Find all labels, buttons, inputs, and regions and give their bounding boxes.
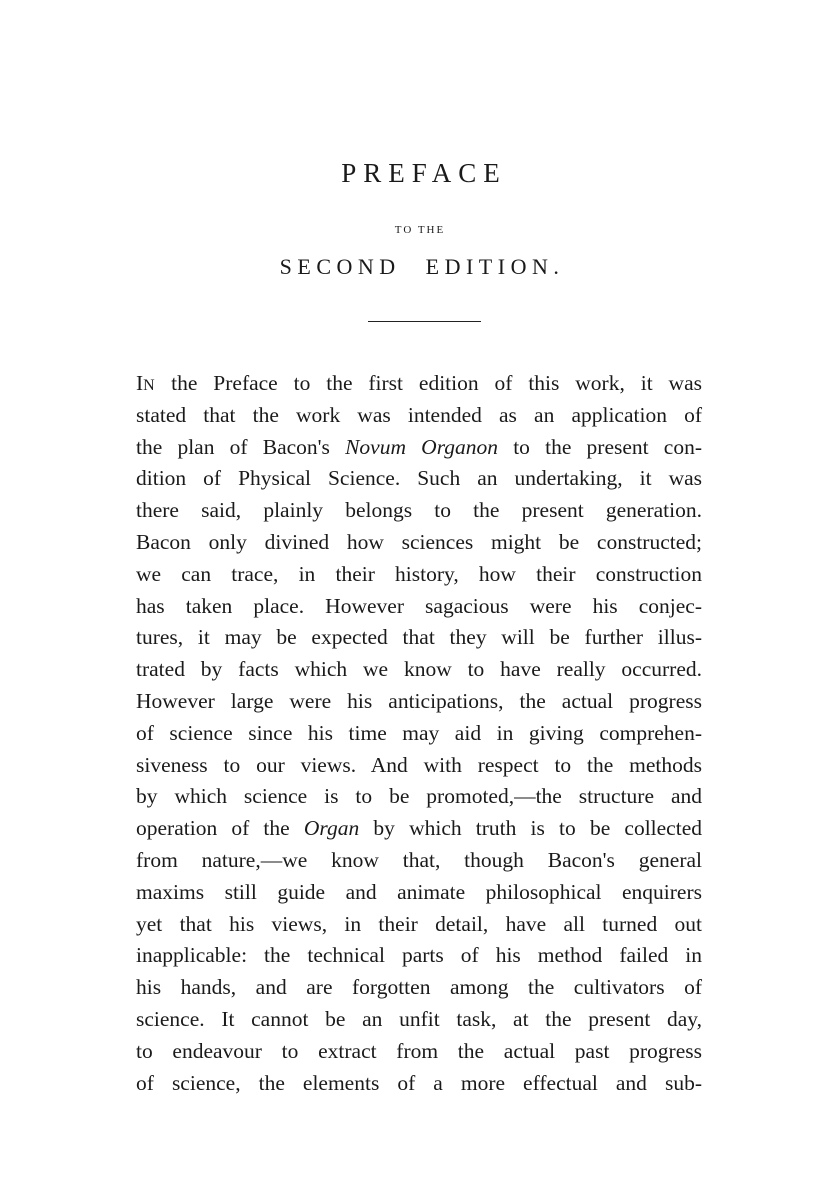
text-line: has taken place. However sagacious were his conjec- <box>136 593 702 618</box>
text-line: from nature,—we know that, though Bacon's general <box>136 847 702 872</box>
text-line: trated by facts which we know to have really occurred. <box>136 657 702 682</box>
text-line: there said, plainly belongs to the present generation. <box>136 498 702 523</box>
text-line: inapplicable: the technical parts of his method failed in <box>136 943 702 968</box>
page-subtitle: TO THE <box>394 224 446 236</box>
text-line: yet that his views, in their detail, have all turned out <box>136 911 702 936</box>
text-line: IN the Preface to the first edition of this work, it was <box>136 371 702 395</box>
divider-rule <box>368 321 481 322</box>
text-line: Bacon only divined how sciences might be constructed; <box>136 529 702 554</box>
text-line: However large were his anticipations, the actual progress <box>136 688 702 713</box>
text-line: by which science is to be promoted,—the structure and <box>136 784 702 809</box>
italic-title: Novum Organon <box>345 434 499 459</box>
text-line: the plan of Bacon's Novum Organon to the present con- <box>136 434 703 459</box>
italic-term: Organ <box>303 816 360 841</box>
text-line: tures, it may be expected that they will be further illus- <box>136 625 702 650</box>
text-line: to endeavour to extract from the actual past progress <box>136 1038 702 1063</box>
text-line: we can trace, in their history, how their construction <box>136 561 702 586</box>
text-line: siveness to our views. And with respect to the methods <box>136 752 702 777</box>
text-line: operation of the Organ by which truth is to be collected <box>136 816 702 841</box>
preface-body <box>136 368 702 1099</box>
edition-heading: SECOND EDITION. <box>279 254 565 279</box>
page-title: PREFACE <box>341 158 507 188</box>
text-line: his hands, and are forgotten among the cultivators of <box>136 975 702 1000</box>
text-line: of science since his time may aid in giving comprehen- <box>136 720 702 745</box>
small-caps: N <box>143 377 156 394</box>
text-line: stated that the work was intended as an application of <box>136 402 702 427</box>
text-line: dition of Physical Science. Such an undertaking, it was <box>136 466 702 491</box>
text-line: maxims still guide and animate philosophical enquirers <box>136 879 702 904</box>
text-line: science. It cannot be an unfit task, at the present day, <box>136 1006 702 1031</box>
text-line: of science, the elements of a more effectual and sub- <box>136 1070 702 1095</box>
drop-initial: I <box>136 371 144 395</box>
